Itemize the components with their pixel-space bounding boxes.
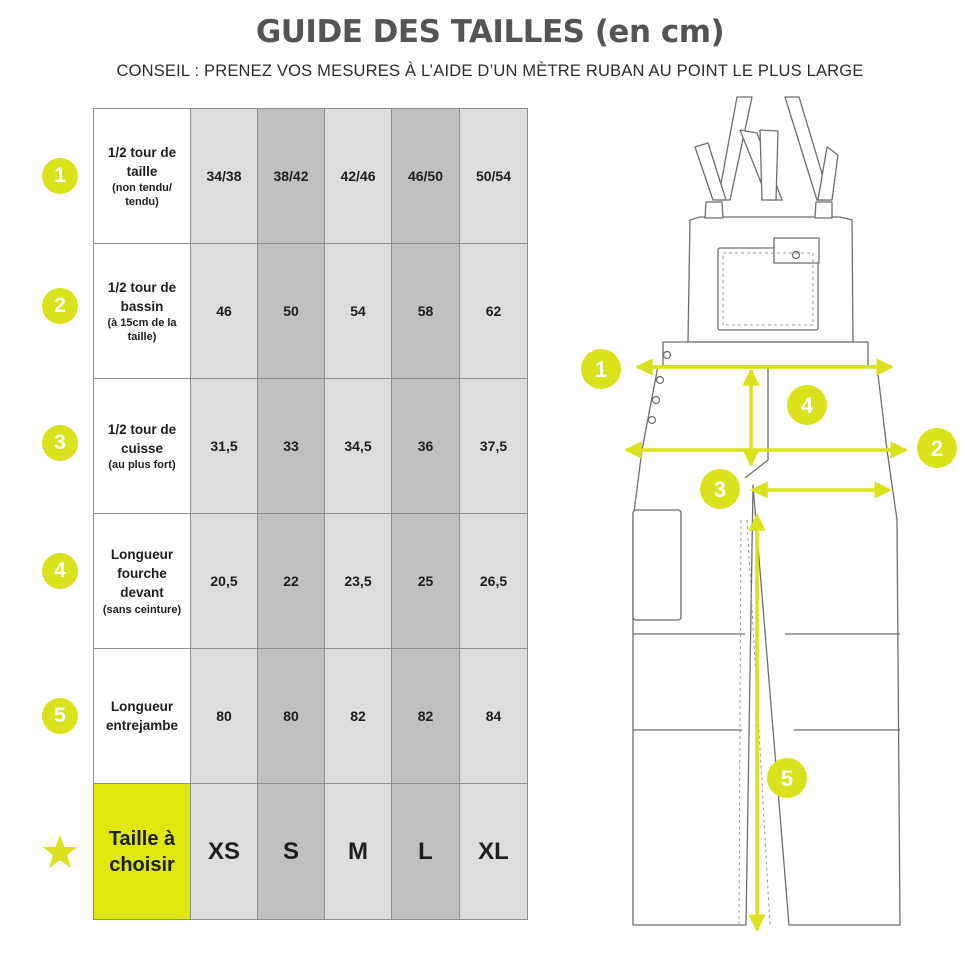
diagram-marker-number: 1: [594, 357, 608, 382]
overalls-diagram: [575, 92, 965, 942]
row-number-badge: 1: [42, 158, 78, 194]
size-value: 62: [460, 244, 528, 379]
diagram-marker-number: 5: [780, 766, 794, 791]
size-name: M: [325, 784, 392, 920]
size-value: 46: [191, 244, 258, 379]
measure-note: (sans ceinture): [102, 603, 182, 616]
measure-name: 1/2 tour de taille: [107, 144, 177, 179]
diagram-marker-number: 4: [800, 393, 814, 418]
size-name: XS: [191, 784, 258, 920]
measure-name: 1/2 tour de bassin: [107, 279, 177, 314]
row-number-badge: 4: [42, 553, 78, 589]
measure-note: (à 15cm de la taille): [107, 316, 177, 344]
measure-note: (non tendu/ tendu): [112, 181, 172, 209]
measure-name: 1/2 tour de cuisse: [107, 421, 177, 456]
page-subtitle: CONSEIL : PRENEZ VOS MESURES À L’AIDE D’UN MÈTRE RUBAN AU POINT LE PLUS LARGE: [116, 62, 864, 80]
row-number-badge: 2: [42, 288, 78, 324]
size-value: 58: [392, 244, 460, 379]
size-value: 50: [258, 244, 325, 379]
diagram-marker-number: 3: [713, 477, 727, 502]
size-value: 46/50: [392, 109, 460, 244]
size-value: 37,5: [460, 379, 528, 514]
page-title: GUIDE DES TAILLES (en cm): [255, 14, 725, 50]
size-value: 22: [258, 514, 325, 649]
measure-label: [94, 514, 191, 649]
size-value: 82: [325, 649, 392, 784]
diagram-marker-number: 2: [930, 436, 944, 461]
measure-name: Longueur entrejambe: [105, 698, 179, 733]
size-value: 54: [325, 244, 392, 379]
size-value: 82: [392, 649, 460, 784]
size-value: 80: [191, 649, 258, 784]
size-value: 38/42: [258, 109, 325, 244]
size-value: 34/38: [191, 109, 258, 244]
size-value: 31,5: [191, 379, 258, 514]
size-value: 84: [460, 649, 528, 784]
star-icon: [41, 834, 79, 870]
size-value: 50/54: [460, 109, 528, 244]
measure-name: Longueur fourche devant: [110, 547, 174, 601]
size-value: 20,5: [191, 514, 258, 649]
size-value: 26,5: [460, 514, 528, 649]
size-name: L: [392, 784, 460, 920]
row-number-badge: 5: [42, 698, 78, 734]
size-name: XL: [460, 784, 528, 920]
choose-size-label: Taille à choisir: [94, 784, 191, 920]
size-table: [93, 108, 528, 920]
size-value: 80: [258, 649, 325, 784]
measure-label: [94, 379, 191, 514]
measure-label: [94, 244, 191, 379]
size-value: 25: [392, 514, 460, 649]
size-value: 42/46: [325, 109, 392, 244]
measure-note: (au plus fort): [108, 459, 176, 471]
size-value: 33: [258, 379, 325, 514]
measure-label: [94, 109, 191, 244]
size-value: 23,5: [325, 514, 392, 649]
size-value: 34,5: [325, 379, 392, 514]
size-value: 36: [392, 379, 460, 514]
row-number-badge: 3: [42, 425, 78, 461]
size-name: S: [258, 784, 325, 920]
measure-label: [94, 649, 191, 784]
